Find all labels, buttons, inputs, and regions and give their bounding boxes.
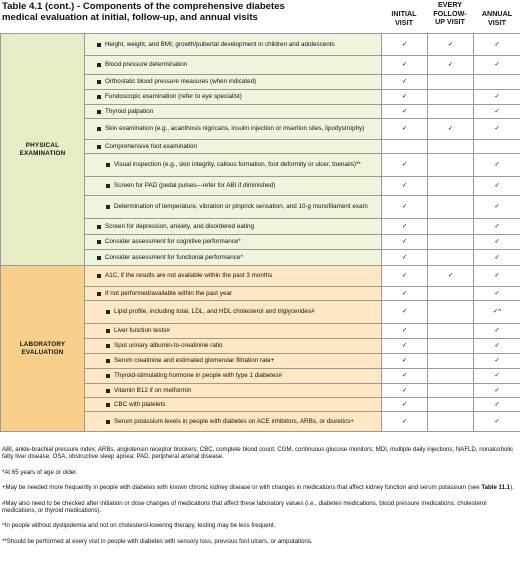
check-initial: ✓: [382, 369, 428, 384]
table-row: [1, 266, 520, 287]
check-follow-up: ✓: [428, 119, 474, 140]
bullet-icon: [106, 184, 110, 188]
check-annual: ✓: [474, 56, 520, 75]
bullet-icon: [97, 274, 101, 278]
check-initial: ✓: [382, 398, 428, 412]
check-annual: ✓: [474, 398, 520, 412]
title-line-2: medical evaluation at initial, follow-up, and annual visits: [2, 12, 258, 23]
check-initial: ✓: [382, 354, 428, 369]
check-initial: ✓: [382, 301, 428, 324]
row-label: Determination of temperature, vibration or pinprick sensation, and 10-g monofilament exam: [114, 203, 368, 211]
check-initial: ✓: [382, 90, 428, 105]
check-follow-up: ✓: [428, 34, 474, 56]
title-line-1: Table 4.1 (cont.) - Components of the comprehensive diabetes: [2, 1, 285, 12]
check-annual: ✓: [474, 287, 520, 301]
check-follow-up: [428, 90, 474, 105]
table-reference: Table 11.1: [481, 484, 511, 492]
check-follow-up: [428, 177, 474, 196]
bullet-icon: [97, 43, 101, 47]
check-initial: ✓: [382, 154, 428, 177]
table-title: [2, 1, 377, 23]
check-follow-up: ✓: [428, 56, 474, 75]
check-annual: ✓: [474, 250, 520, 266]
check-follow-up: [428, 398, 474, 412]
check-annual: ✓: [474, 324, 520, 339]
bullet-icon: [106, 389, 110, 393]
check-annual: ✓: [474, 119, 520, 140]
check-initial: ✓: [382, 339, 428, 354]
row-label: Screen for PAD (pedal pulses—refer for ABI if diminished): [114, 182, 276, 190]
footnote-star: *At 65 years of age or older.: [2, 468, 78, 476]
check-follow-up: [428, 250, 474, 266]
check-follow-up: [428, 140, 474, 154]
check-initial: ✓: [382, 287, 428, 301]
row-label: Thyroid-stimulating hormone in people with type 1 diabetes#: [114, 372, 283, 380]
bullet-icon: [106, 344, 110, 348]
check-annual: ✓: [474, 34, 520, 56]
row-label: Fundoscopic examination (refer to eye specialist): [105, 93, 242, 101]
bullet-icon: [97, 292, 101, 296]
column-header-initial-visit: INITIAL VISIT: [391, 9, 417, 27]
check-annual: ✓: [474, 154, 520, 177]
check-initial: ✓: [382, 56, 428, 75]
check-annual: ✓: [474, 177, 520, 196]
footnote-hash: #May also need to be checked after initiation or dose changes of medications that affect these laboratory values (i.e., diabetes medications, blood pressure medications, cholesterol medications, or thyroid medications).: [2, 499, 487, 515]
row-label: Liver function tests#: [114, 327, 171, 335]
bullet-icon: [106, 374, 110, 378]
check-annual: ✓: [474, 266, 520, 287]
check-annual: ✓: [474, 90, 520, 105]
row-label: Screen for depression, anxiety, and disordered eating: [105, 222, 255, 230]
check-initial: ✓: [382, 105, 428, 119]
bullet-icon: [106, 205, 110, 209]
bullet-icon: [97, 256, 101, 260]
row-label: Blood pressure determination: [105, 61, 188, 69]
check-initial: ✓: [382, 196, 428, 219]
bullet-icon: [97, 80, 101, 84]
check-follow-up: [428, 235, 474, 250]
bullet-icon: [97, 240, 101, 244]
check-follow-up: [428, 369, 474, 384]
row-label: Thyroid palpation: [105, 107, 154, 115]
check-annual: ✓: [474, 219, 520, 235]
check-initial: ✓: [382, 177, 428, 196]
footnote-abbreviations: ABI, ankle-brachial pressure index; ARBs, angiotensin receptor blockers; CBC, complete blood count; CGM, continuous glucose monitors; MDI, multiple daily injections; NAFLD, nonalcoholic fatty liver disease; OSA, obstructive sleep apnea; PAD, peripheral arterial disease.: [2, 446, 514, 461]
check-initial: ✓: [382, 34, 428, 56]
section-physical-examination: PHYSICAL EXAMINATION: [1, 34, 85, 266]
bullet-icon: [97, 110, 101, 114]
column-header-annual-visit: ANNUAL VISIT: [481, 9, 513, 27]
row-label: Serum potassium levels in people with diabetes on ACE inhibitors, ARBs, or diuretics+: [114, 417, 354, 425]
check-follow-up: [428, 105, 474, 119]
row-label: Consider assessment for functional performance*: [105, 253, 243, 261]
check-annual: ✓: [474, 196, 520, 219]
row-label: Consider assessment for cognitive performance*: [105, 238, 241, 246]
check-initial: ✓: [382, 384, 428, 398]
check-follow-up: [428, 301, 474, 324]
check-follow-up: [428, 219, 474, 235]
check-annual: ✓: [474, 384, 520, 398]
check-initial: ✓: [382, 219, 428, 235]
check-initial: ✓: [382, 324, 428, 339]
table-footnotes: [0, 446, 516, 545]
check-annual: [474, 75, 520, 90]
bullet-icon: [97, 95, 101, 99]
bullet-icon: [106, 420, 110, 424]
check-initial: ✓: [382, 235, 428, 250]
bullet-icon: [97, 145, 101, 149]
bullet-icon: [106, 329, 110, 333]
check-follow-up: [428, 287, 474, 301]
row-label: Comprehensive foot examination: [105, 142, 198, 150]
bullet-icon: [106, 310, 110, 314]
check-follow-up: [428, 354, 474, 369]
bullet-icon: [106, 403, 110, 407]
check-follow-up: [428, 384, 474, 398]
check-initial: ✓: [382, 250, 428, 266]
bullet-icon: [97, 225, 101, 229]
check-annual: ✓: [474, 412, 520, 432]
column-header-follow-up-visit: EVERY FOLLOW- UP VISIT: [433, 0, 467, 27]
evaluation-table: [0, 33, 520, 432]
check-follow-up: [428, 412, 474, 432]
bullet-icon: [106, 163, 110, 167]
table-row: [1, 34, 520, 56]
check-follow-up: [428, 339, 474, 354]
check-annual: ✓: [474, 369, 520, 384]
check-annual: [474, 140, 520, 154]
bullet-icon: [106, 359, 110, 363]
check-annual: ✓: [474, 354, 520, 369]
footnote-double-star: **Should be performed at every visit in people with diabetes with sensory loss, previous foot ulcers, or amputations.: [2, 537, 313, 545]
bullet-icon: [97, 63, 101, 67]
check-annual: ✓: [474, 105, 520, 119]
row-label: Orthostatic blood pressure measures (when indicated): [105, 78, 257, 86]
row-label: Vitamin B12 if on metformin: [114, 386, 192, 394]
row-label: Serum creatinine and estimated glomerular filtration rate+: [114, 357, 275, 365]
check-initial: ✓: [382, 412, 428, 432]
check-initial: ✓: [382, 266, 428, 287]
section-laboratory-evaluation: LABORATORY EVALUATION: [1, 266, 85, 432]
check-initial: [382, 140, 428, 154]
check-follow-up: [428, 196, 474, 219]
check-annual: ✓^: [474, 301, 520, 324]
check-follow-up: [428, 75, 474, 90]
check-follow-up: [428, 324, 474, 339]
check-initial: ✓: [382, 119, 428, 140]
row-label: Visual inspection (e.g., skin integrity, callous formation, foot deformity or ulcer, toenails)**: [114, 161, 361, 169]
check-follow-up: ✓: [428, 266, 474, 287]
row-label: A1C, if the results are not available within the past 3 months: [105, 272, 273, 280]
row-label: Skin examination (e.g., acanthosis nigricans, insulin injection or insertion sites, lipodystrophy): [105, 125, 365, 133]
check-annual: ✓: [474, 339, 520, 354]
footnote-plus: +May be needed more frequently in people with diabetes with known chronic kidney disease or with changes in medications that affect kidney function and serum potassium (see Table 11.1).: [2, 484, 514, 492]
row-label: Spot urinary albumin-to-creatinine ratio: [114, 342, 223, 350]
table-header: [0, 0, 520, 33]
row-label: Lipid profile, including total, LDL, and HDL cholesterol and triglycerides#: [114, 308, 315, 316]
check-follow-up: [428, 154, 474, 177]
row-label: Height, weight, and BMI; growth/pubertal development in children and adolescents: [105, 40, 335, 48]
check-annual: ✓: [474, 235, 520, 250]
row-label: If not performed/available within the past year: [105, 289, 233, 297]
row-label: CBC with platelets: [114, 400, 166, 408]
footnote-caret: ^In people without dyslipidemia and not on cholesterol-lowering therapy, testing may be less frequent.: [2, 522, 276, 530]
check-initial: ✓: [382, 75, 428, 90]
bullet-icon: [97, 127, 101, 131]
